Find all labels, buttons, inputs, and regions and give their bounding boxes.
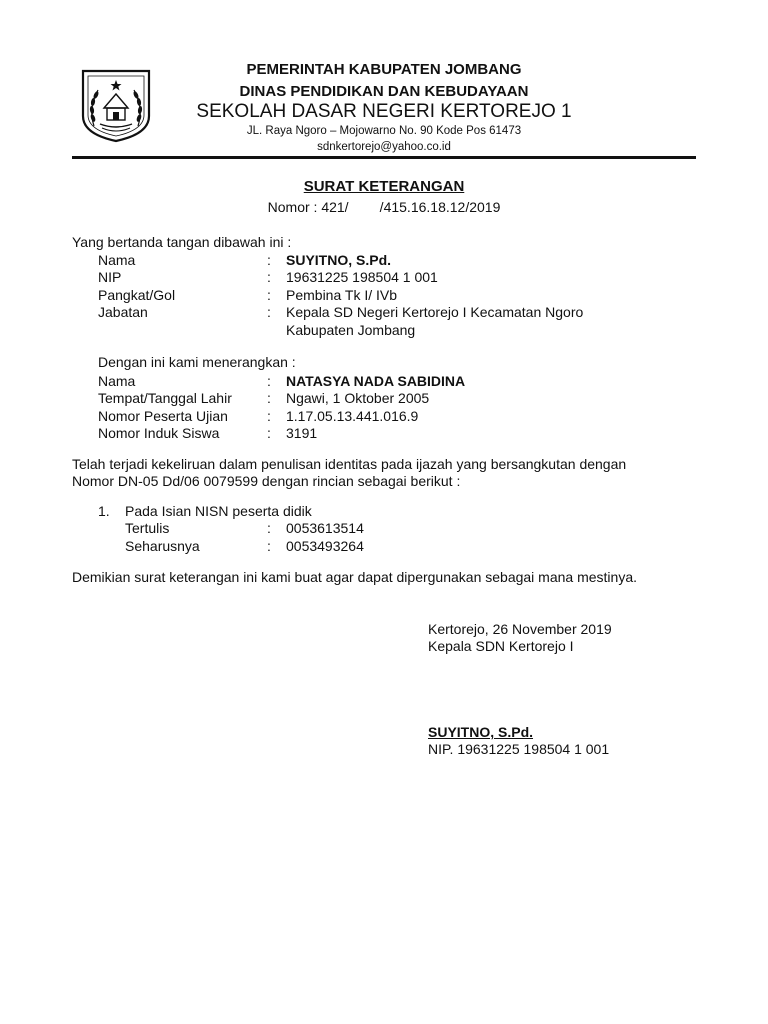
header-address: JL. Raya Ngoro – Mojowarno No. 90 Kode Pos 61473	[246, 125, 522, 137]
header-school-name: SEKOLAH DASAR NEGERI KERTOREJO 1	[196, 101, 572, 122]
colon: :	[267, 408, 271, 424]
header-divider	[72, 156, 696, 159]
student-value-student-id: 3191	[286, 425, 318, 441]
body-text-line1: Telah terjadi kekeliruan dalam penulisan identitas pada ijazah yang bersangkutan dengan	[72, 456, 627, 472]
signature-name: SUYITNO, S.Pd.	[428, 724, 534, 740]
signer-value-nip: 19631225 198504 1 001	[286, 269, 438, 285]
correction-label-written: Tertulis	[125, 520, 170, 536]
colon: :	[267, 304, 271, 320]
colon: :	[267, 269, 271, 285]
signer-label-name: Nama	[98, 252, 136, 268]
correction-value-written: 0053613514	[286, 520, 364, 536]
student-value-birth: Ngawi, 1 Oktober 2005	[286, 390, 430, 406]
signer-value-position-cont: Kabupaten Jombang	[286, 322, 416, 338]
student-label-exam-number: Nomor Peserta Ujian	[98, 408, 228, 424]
colon: :	[267, 390, 271, 406]
student-value-exam-number: 1.17.05.13.441.016.9	[286, 408, 419, 424]
signature-position: Kepala SDN Kertorejo I	[428, 638, 574, 654]
letter-title: SURAT KETERANGAN	[303, 178, 465, 195]
declare-intro: Dengan ini kami menerangkan :	[98, 354, 296, 370]
student-value-name: NATASYA NADA SABIDINA	[286, 373, 466, 389]
student-label-birth: Tempat/Tanggal Lahir	[98, 390, 232, 406]
signer-value-position: Kepala SD Negeri Kertorejo I Kecamatan Ngoro	[286, 304, 584, 320]
header-department: DINAS PENDIDIKAN DAN KEBUDAYAAN	[239, 83, 529, 100]
correction-item-number: 1.	[98, 503, 110, 519]
correction-label-should-be: Seharusnya	[125, 538, 200, 554]
closing-text: Demikian surat keterangan ini kami buat agar dapat dipergunakan sebagai mana mestinya.	[72, 569, 638, 585]
correction-item-title: Pada Isian NISN peserta didik	[125, 503, 312, 519]
signature-nip: NIP. 19631225 198504 1 001	[428, 741, 610, 757]
student-label-name: Nama	[98, 373, 136, 389]
signature-place-date: Kertorejo, 26 November 2019	[428, 621, 612, 637]
intro-text: Yang bertanda tangan dibawah ini :	[72, 234, 292, 250]
colon: :	[267, 538, 271, 554]
header-email: sdnkertorejo@yahoo.co.id	[317, 141, 451, 153]
signer-label-position: Jabatan	[98, 304, 148, 320]
body-text-line2: Nomor DN-05 Dd/06 0079599 dengan rincian sebagai berikut :	[72, 473, 461, 489]
letter-number: Nomor : 421/ /415.16.18.12/2019	[267, 199, 501, 215]
student-label-student-id: Nomor Induk Siswa	[98, 425, 220, 441]
colon: :	[267, 373, 271, 389]
colon: :	[267, 287, 271, 303]
signer-value-name: SUYITNO, S.Pd.	[286, 252, 392, 268]
colon: :	[267, 425, 271, 441]
colon: :	[267, 520, 271, 536]
header-government: PEMERINTAH KABUPATEN JOMBANG	[246, 61, 522, 78]
correction-value-should-be: 0053493264	[286, 538, 364, 554]
signer-value-rank: Pembina Tk I/ IVb	[286, 287, 398, 303]
signer-label-nip: NIP	[98, 269, 122, 285]
signer-label-rank: Pangkat/Gol	[98, 287, 176, 303]
colon: :	[267, 252, 271, 268]
